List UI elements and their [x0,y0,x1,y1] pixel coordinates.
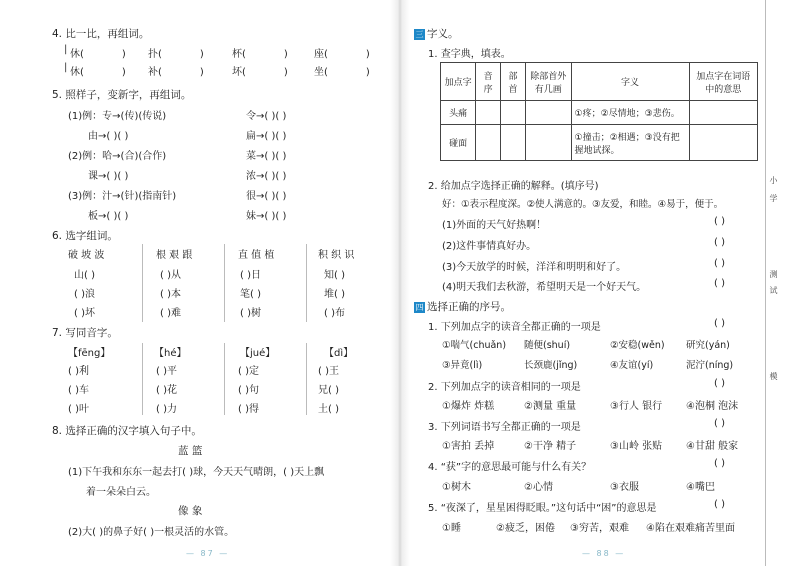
table-header: 加点字在词语中的意思 [689,63,757,101]
section-heading: 三 字义。 [415,28,459,40]
mcq-stem: 3. 下列词语书写全都正确的一项是 [428,422,581,433]
q4-title: 4. 比一比，再组词。 [52,28,150,40]
q5-line: (1)例：专→(传)(传说) [68,111,167,122]
section-heading: 四 选择正确的序号。 [415,301,511,313]
q5-right-line[interactable]: 很→( )( ) [246,191,287,202]
mcq-stem: 1. 下列加点字的读音全都正确的一项是 [428,322,601,333]
mcq-option[interactable]: ①害拍 丢掉 [442,441,495,452]
right-page [400,0,800,566]
q7-cell[interactable]: 兄( ) [318,385,339,396]
edge-label: 小 [769,176,778,184]
edge-label: 测 [769,270,778,278]
mcq-option[interactable]: ②安稳(wěn) [610,340,665,351]
table-header: 音序 [476,63,501,101]
mcq-stem: 5. “夜深了，星星困得眨眼。”这句话中“困”的意思是 [428,503,657,514]
q2-definitions: 好：①表示程度深。②使人满意的。③友爱，和睦。④易于，便于。 [442,199,724,210]
q4-r1c1[interactable]: 休( ) [70,49,126,60]
q5-right-line[interactable]: 妹→( )( ) [246,211,287,222]
table-cell-word: 碰面 [441,125,476,161]
q2-item: (4)明天我们去秋游，希望明天是一个好天气。 [442,282,647,293]
q6-cell[interactable]: ( )日 [240,270,261,281]
edge-label: 学 [769,194,778,202]
q7-pinyin: 【jué】 [240,348,276,359]
table-cell-word: 头痛 [441,101,476,125]
q7-pinyin: 【dì】 [324,348,354,359]
mcq-option[interactable]: ③穷苦，艰难 [570,523,629,534]
q1-title: 1. 查字典，填表。 [428,49,511,60]
section-badge: 三 [415,29,424,39]
q8-char-pair: 蓝 篮 [178,445,203,457]
mcq-option[interactable]: ③异竟(lì) [442,360,483,371]
q6-divider [306,244,307,322]
mcq-option[interactable]: ①喘气(chuǎn) [442,340,507,351]
dictionary-table [440,62,758,161]
q7-cell[interactable]: ( )平 [156,366,177,377]
table-cell-blank[interactable] [476,125,501,161]
table-header: 部首 [501,63,526,101]
mcq-option[interactable]: ④友谊(yí) [610,360,654,371]
mcq-stem: 4. “获”字的意思最可能与什么有关？ [428,462,592,473]
q4-row1-bracket: | [64,44,68,55]
q7-cell[interactable]: ( )王 [318,366,339,377]
mcq-option[interactable]: 泥泞(níng) [686,360,734,371]
mcq-option[interactable]: 随便(shuí) [524,340,571,351]
q4-r2c1[interactable]: 休( ) [70,67,126,78]
q7-pinyin: 【hé】 [154,348,187,359]
q6-group: 根 艰 跟 [156,250,193,261]
q4-r1c4[interactable]: 座( ) [314,49,370,60]
section-badge: 四 [415,302,424,312]
q5-right-line[interactable]: 菜→( )( ) [246,151,287,162]
table-cell-meanings: ①撞击；②相遇；③没有把握地试探。 [571,125,689,161]
page-number: — 87 — [186,549,230,558]
q2-answer-blank[interactable]: ( ) [714,237,725,248]
mcq-option[interactable]: ④陷在艰难痛苦里面 [646,523,735,534]
q6-cell[interactable]: ( )从 [160,270,181,281]
table-cell-blank[interactable] [525,101,571,125]
mcq-option[interactable]: ②测量 重量 [524,401,577,412]
q2-answer-blank[interactable]: ( ) [714,216,725,227]
q6-title: 6. 选字组词。 [52,230,118,242]
q2-item: (2)这件事情真好办。 [442,241,537,252]
q7-cell[interactable]: ( )利 [68,366,89,377]
q6-group: 积 织 识 [318,250,355,261]
table-cell-blank[interactable] [476,101,501,125]
q7-divider [142,343,143,415]
table-cell-blank[interactable] [501,125,526,161]
table-cell-blank[interactable] [689,125,757,161]
q7-cell[interactable]: ( )定 [238,366,259,377]
mcq-option[interactable]: ④泡桐 泡沫 [686,401,739,412]
q6-divider [142,244,143,322]
q5-line[interactable]: 课→( )( ) [88,171,129,182]
mcq-answer-blank[interactable]: ( ) [714,318,725,329]
q5-right-line[interactable]: 扁→( )( ) [246,131,287,142]
table-cell-blank[interactable] [525,125,571,161]
q2-answer-blank[interactable]: ( ) [714,258,725,269]
q6-cell[interactable]: ( )难 [160,308,181,319]
mcq-option[interactable]: ①爆炸 炸糕 [442,401,495,412]
q6-cell[interactable]: ( )坏 [74,308,95,319]
mcq-option[interactable]: ③山岭 张贴 [610,441,663,452]
mcq-option[interactable]: ②干净 精子 [524,441,577,452]
page-number: — 88 — [582,549,626,558]
q7-cell[interactable]: ( )叶 [68,404,89,415]
q6-cell[interactable]: ( )浪 [74,289,95,300]
table-cell-blank[interactable] [689,101,757,125]
q7-cell[interactable]: ( )力 [156,404,177,415]
q8-sentence[interactable]: (1)下午我和东东一起去打( )球，今天天气晴朗，( )天上飘 [68,467,325,478]
q6-divider [224,244,225,322]
q4-row2-bracket: | [64,62,68,73]
q6-cell[interactable]: 知( ) [324,270,345,281]
q7-cell[interactable]: 土( ) [318,404,339,415]
q8-sentence[interactable]: (2)大( )的鼻子好( )一根灵活的水管。 [68,527,235,538]
q2-item: (3)今天放学的时候，洋洋和明明和好了。 [442,262,627,273]
q7-cell[interactable]: ( )句 [238,385,259,396]
edge-label: 试 [769,286,778,294]
q4-r2c4[interactable]: 坐( ) [314,67,370,78]
q7-divider [224,343,225,415]
mcq-option[interactable]: ②疲乏，困倦 [496,523,555,534]
table-cell-meanings: ①疼；②尽情地；③悲伤。 [571,101,689,125]
table-header: 字义 [571,63,689,101]
q8-sentence: 着一朵朵白云。 [86,487,156,498]
table-header: 加点字 [441,63,476,101]
q2-title: 2. 给加点字选择正确的解释。(填序号) [428,181,599,192]
q8-title: 8. 选择正确的汉字填入句子中。 [52,425,202,437]
q8-char-pair: 像 象 [178,505,203,517]
q2-item: (1)外面的天气好热啊！ [442,220,547,231]
mcq-option[interactable]: ①树木 [442,482,471,493]
q2-answer-blank[interactable]: ( ) [714,278,725,289]
q6-cell[interactable]: 笔( ) [240,289,261,300]
mcq-option[interactable]: ④甘甜 般家 [686,441,739,452]
q6-group: 破 坡 波 [68,250,105,261]
q7-title: 7. 写同音字。 [52,327,118,339]
q6-cell[interactable]: ( )本 [160,289,181,300]
q5-line[interactable]: 由→( )( ) [88,131,129,142]
mcq-stem: 2. 下列加点字的读音相同的一项是 [428,382,581,393]
q4-r1c2[interactable]: 扑( ) [148,49,204,60]
mcq-answer-blank[interactable]: ( ) [714,458,725,469]
mcq-option[interactable]: ③行人 银行 [610,401,663,412]
q5-title: 5. 照样子，变新字，再组词。 [52,89,192,101]
mcq-option[interactable]: 研究(yán) [686,340,730,351]
q7-cell[interactable]: ( )得 [238,404,259,415]
q5-right-line[interactable]: 令→( )( ) [246,111,287,122]
q5-line: (3)例：汁→(针)(指南针) [68,191,177,202]
mcq-option[interactable]: ②心情 [524,482,553,493]
page-edge-line [765,0,766,566]
table-cell-blank[interactable] [501,101,526,125]
q6-cell[interactable]: 山( ) [74,270,95,281]
q4-r2c3[interactable]: 坏( ) [232,67,288,78]
mcq-option[interactable]: ④嘴巴 [686,482,715,493]
mcq-option[interactable]: ③衣服 [610,482,639,493]
q4-r1c3[interactable]: 杯( ) [232,49,288,60]
mcq-option[interactable]: ①睡 [442,523,461,534]
table-header: 除部首外有几画 [525,63,571,101]
mcq-answer-blank[interactable]: ( ) [714,418,725,429]
q6-cell[interactable]: 堆( ) [324,289,345,300]
q7-cell[interactable]: ( )车 [68,385,89,396]
q6-group: 直 值 植 [238,250,275,261]
q7-cell[interactable]: ( )花 [156,385,177,396]
q5-line: (2)例：哈→(合)(合作) [68,151,167,162]
q5-right-line[interactable]: 浓→( )( ) [246,171,287,182]
q6-cell[interactable]: ( )树 [240,308,261,319]
edge-label: 模 [769,372,778,380]
mcq-answer-blank[interactable]: ( ) [714,499,725,510]
q6-cell[interactable]: ( )布 [324,308,345,319]
q4-r2c2[interactable]: 补( ) [148,67,204,78]
q7-pinyin: 【fēng】 [68,348,111,359]
mcq-answer-blank[interactable]: ( ) [714,378,725,389]
q7-divider [306,343,307,415]
q5-line[interactable]: 板→( )( ) [88,211,129,222]
mcq-option[interactable]: 长颈鹿(jǐng) [524,360,578,371]
